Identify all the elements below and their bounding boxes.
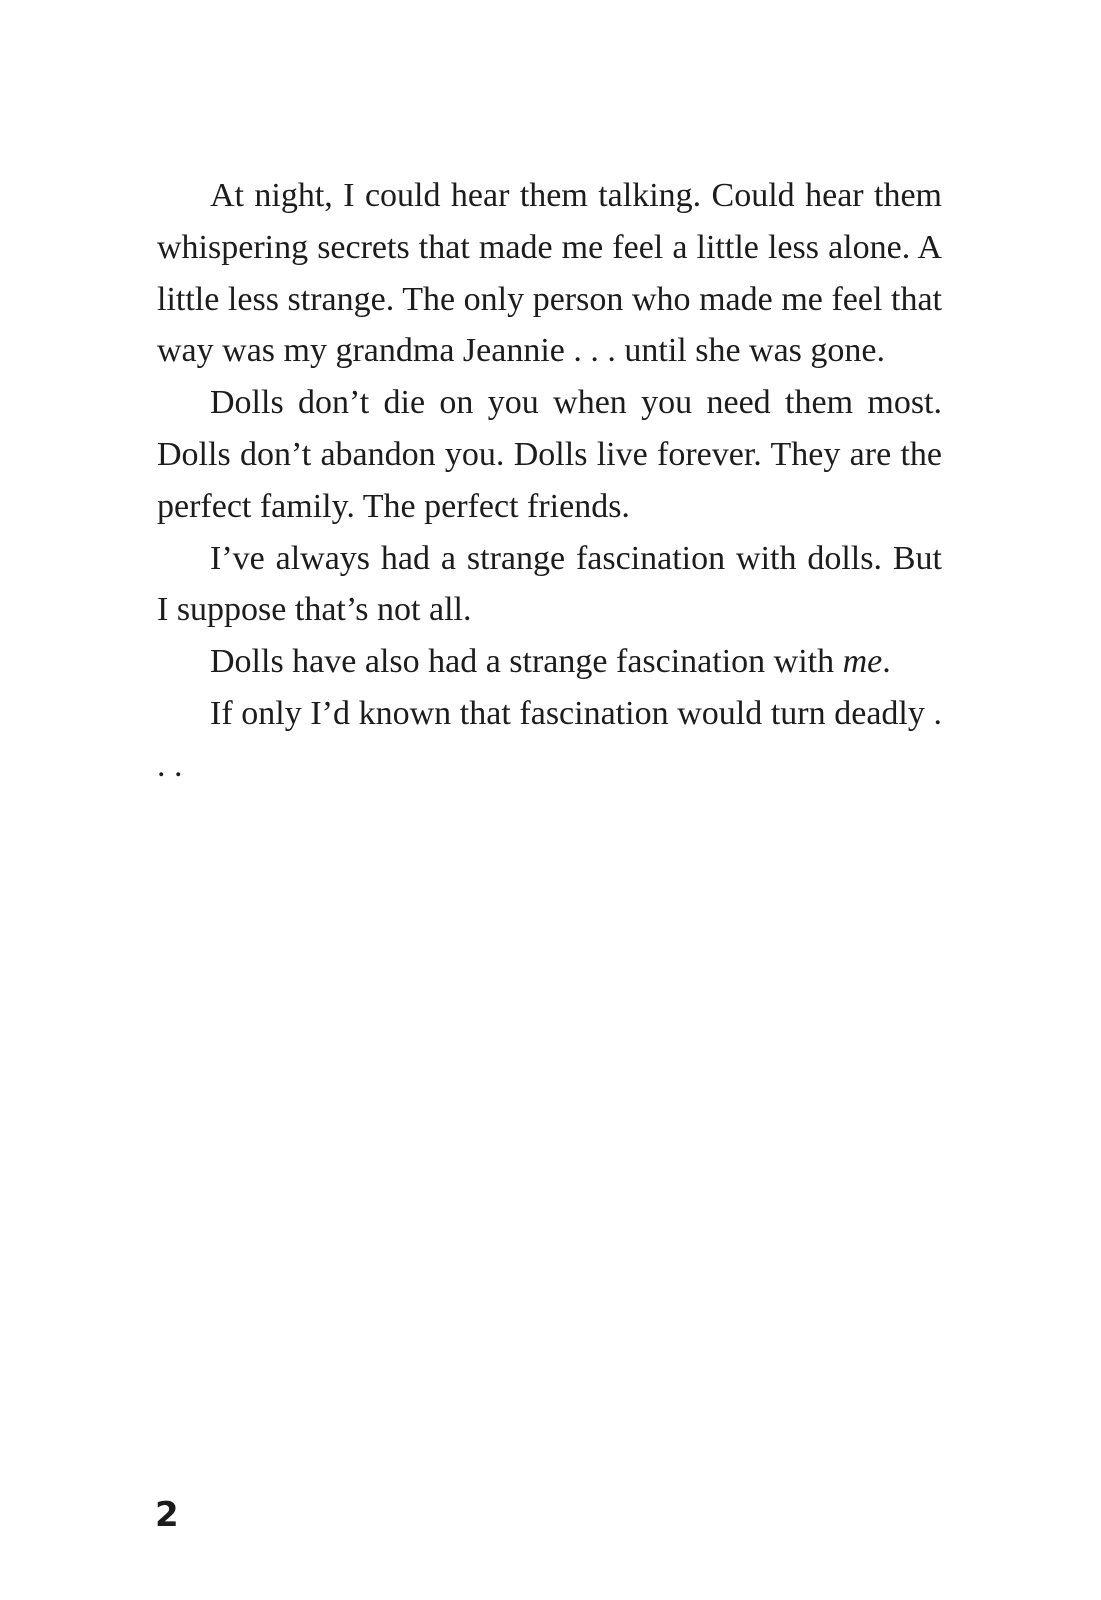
paragraph-4-start: Dolls have also had a strange fascination with [210,643,843,681]
paragraph-1: At night, I could hear them talking. Could hear them whispering secrets that made me feel a little less alone. A little less strange. The only person who made me feel that way was my grandma Jeannie . . . until she was gone. [157,177,942,370]
paragraph-4 [157,636,942,688]
paragraph-5: If only I’d known that fascination would turn deadly . . . [157,694,942,784]
paragraph-3: I’ve always had a strange fascination with dolls. But I suppose that’s not all. [157,539,942,629]
paragraph-4-emphasis: me [842,643,883,681]
page-number: 2 [155,1495,179,1535]
paragraph-4-end: . [882,643,891,681]
paragraph-2: Dolls don’t die on you when you need them most. Dolls don’t abandon you. Dolls live forever. They are the perfect family. The perfect friends. [157,384,942,525]
body-text [157,170,942,792]
